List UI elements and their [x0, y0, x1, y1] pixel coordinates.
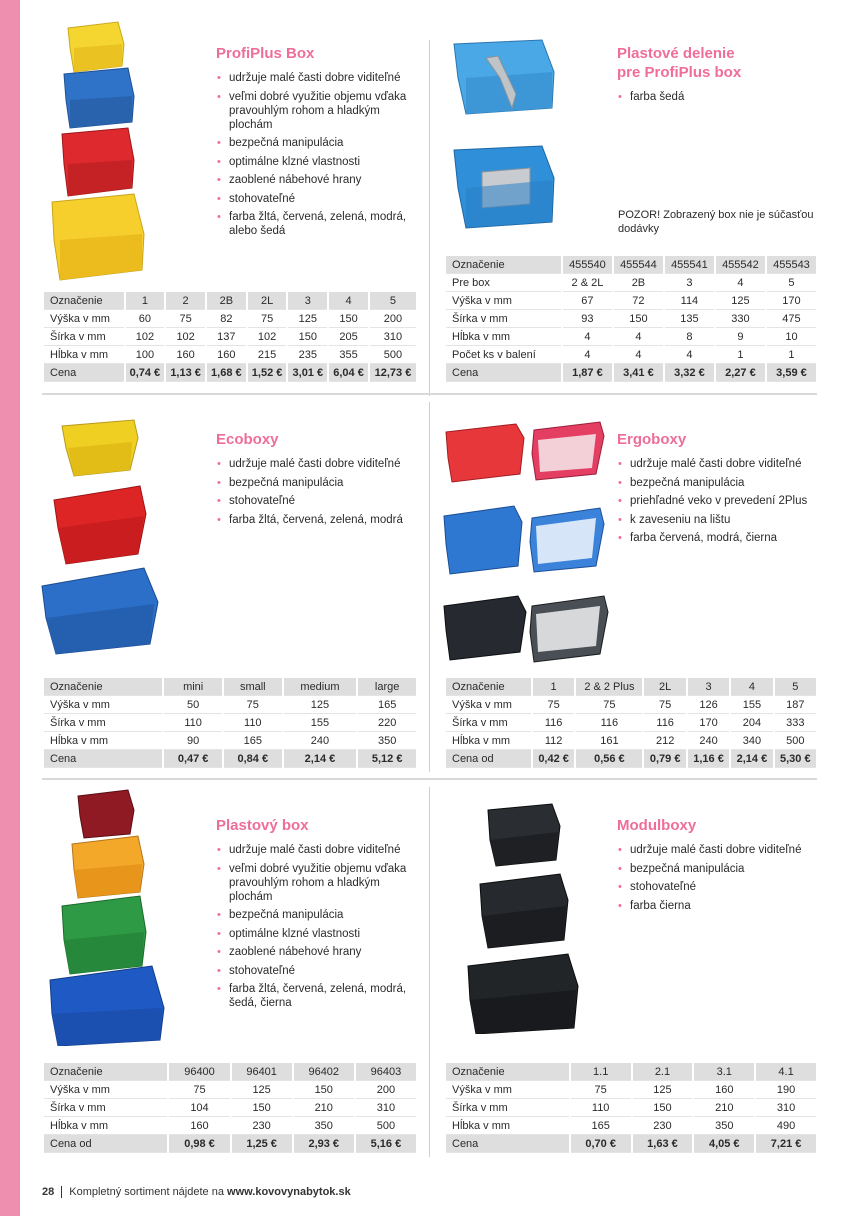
table-cell: 161	[576, 732, 642, 750]
row-label: Cena od	[446, 750, 531, 768]
table-row	[44, 292, 416, 310]
table-cell: 137	[207, 328, 246, 346]
table-cell: 475	[767, 310, 816, 328]
price-cell: 5,30 €	[775, 750, 816, 768]
product-title: Ecoboxy	[216, 431, 279, 448]
table-cell: 75	[169, 1081, 229, 1099]
feature-item: • veľmi dobré využitie objemu vďaka pravouhlým rohom a hladkým plochám	[216, 90, 416, 132]
page-number: 28	[42, 1186, 62, 1198]
table-cell: 170	[767, 292, 816, 310]
row-label: Označenie	[44, 292, 124, 310]
table-cell: 150	[633, 1099, 693, 1117]
price-cell: 3,41 €	[614, 364, 663, 382]
row-label: Hĺbka v mm	[44, 732, 162, 750]
table-cell: 90	[164, 732, 222, 750]
table-row	[44, 328, 416, 346]
feature-item: • bezpečná manipulácia	[216, 908, 416, 922]
feature-item: • priehľadné veko v prevedení 2Plus	[617, 494, 817, 508]
spec-table	[42, 678, 418, 768]
spec-table	[42, 1063, 418, 1153]
price-cell: 2,14 €	[284, 750, 357, 768]
row-label: Cena	[446, 364, 561, 382]
table-row	[446, 1099, 816, 1117]
column-divider	[429, 787, 430, 1157]
table-cell: 75	[248, 310, 287, 328]
table-row	[446, 292, 816, 310]
feature-list	[617, 457, 817, 550]
price-cell: 4,05 €	[694, 1135, 754, 1153]
row-label: Výška v mm	[446, 292, 561, 310]
price-cell: 6,04 €	[329, 364, 368, 382]
price-cell: 12,73 €	[370, 364, 416, 382]
table-cell: 150	[329, 310, 368, 328]
table-cell: 204	[731, 714, 772, 732]
price-cell: 3,01 €	[288, 364, 327, 382]
table-cell: 310	[756, 1099, 816, 1117]
table-cell: 350	[694, 1117, 754, 1135]
table-row	[44, 1099, 416, 1117]
table-cell: 355	[329, 346, 368, 364]
row-label: Hĺbka v mm	[44, 1117, 167, 1135]
feature-list	[216, 843, 416, 1015]
price-cell: 1,16 €	[688, 750, 729, 768]
table-cell: 4	[563, 346, 612, 364]
price-cell: 1,13 €	[166, 364, 205, 382]
feature-item: • veľmi dobré využitie objemu vďaka pravouhlým rohom a hladkým plochám	[216, 862, 416, 904]
table-cell: 125	[284, 696, 357, 714]
row-label: Výška v mm	[44, 696, 162, 714]
table-cell: 3	[665, 274, 714, 292]
table-cell: 340	[731, 732, 772, 750]
row-label: Výška v mm	[44, 310, 124, 328]
table-cell: 75	[576, 696, 642, 714]
table-row	[446, 346, 816, 364]
table-cell: 75	[644, 696, 685, 714]
feature-item: • farba žltá, červená, zelená, modrá, šedá, čierna	[216, 982, 416, 1010]
table-row	[446, 1063, 816, 1081]
price-cell: 1,63 €	[633, 1135, 693, 1153]
table-cell: 72	[614, 292, 663, 310]
row-label: Šírka v mm	[44, 328, 124, 346]
table-cell: 310	[370, 328, 416, 346]
table-cell: 212	[644, 732, 685, 750]
table-cell: 1	[716, 346, 765, 364]
table-cell: 165	[224, 732, 282, 750]
table-cell: 102	[126, 328, 165, 346]
price-cell: 2,93 €	[294, 1135, 354, 1153]
price-cell: 5,16 €	[356, 1135, 416, 1153]
table-cell: 4.1	[756, 1063, 816, 1081]
side-stripe	[0, 0, 20, 1216]
feature-item: • udržuje malé časti dobre viditeľné	[216, 843, 416, 857]
section-divider	[42, 778, 817, 780]
feature-item: • farba čierna	[617, 899, 817, 913]
feature-item: • udržuje malé časti dobre viditeľné	[216, 71, 416, 85]
table-cell: 102	[248, 328, 287, 346]
table-cell: medium	[284, 678, 357, 696]
table-row	[446, 678, 816, 696]
table-cell: 330	[716, 310, 765, 328]
table-cell: 8	[665, 328, 714, 346]
footer-text: Kompletný sortiment nájdete na	[69, 1186, 228, 1198]
table-cell: 310	[356, 1099, 416, 1117]
price-cell: 3,59 €	[767, 364, 816, 382]
table-row	[44, 1117, 416, 1135]
plastovy-box-image	[44, 788, 170, 1046]
product-title: Plastový box	[216, 817, 309, 834]
table-cell: 240	[284, 732, 357, 750]
table-cell: 150	[614, 310, 663, 328]
table-row	[44, 1135, 416, 1153]
table-cell: 2L	[248, 292, 287, 310]
profiplus-box-image	[44, 18, 156, 286]
table-cell: 2	[166, 292, 205, 310]
table-cell: 10	[767, 328, 816, 346]
divider-insert-image	[446, 38, 564, 240]
table-cell: 110	[164, 714, 222, 732]
feature-item: • zaoblené nábehové hrany	[216, 945, 416, 959]
feature-item: • farba šedá	[617, 90, 817, 104]
table-cell: 4	[563, 328, 612, 346]
feature-item: • stohovateľné	[617, 880, 817, 894]
table-row	[446, 256, 816, 274]
table-cell: 220	[358, 714, 416, 732]
price-cell: 0,42 €	[533, 750, 574, 768]
row-label: Šírka v mm	[44, 1099, 167, 1117]
table-cell: 1	[533, 678, 574, 696]
feature-item: • bezpečná manipulácia	[216, 136, 416, 150]
table-cell: mini	[164, 678, 222, 696]
row-label: Označenie	[44, 678, 162, 696]
table-cell: 75	[571, 1081, 631, 1099]
price-cell: 0,47 €	[164, 750, 222, 768]
table-cell: 102	[166, 328, 205, 346]
table-cell: 125	[288, 310, 327, 328]
spec-table	[444, 1063, 818, 1153]
table-cell: 170	[688, 714, 729, 732]
table-row	[446, 274, 816, 292]
feature-item: • udržuje malé časti dobre viditeľné	[216, 457, 416, 471]
row-label: Výška v mm	[446, 696, 531, 714]
table-row	[44, 714, 416, 732]
warning-note: POZOR! Zobrazený box nie je súčasťou dodávky	[618, 209, 814, 235]
table-cell: 235	[288, 346, 327, 364]
table-cell: 455540	[563, 256, 612, 274]
table-cell: 1	[126, 292, 165, 310]
table-cell: 455542	[716, 256, 765, 274]
table-cell: 150	[232, 1099, 292, 1117]
table-row	[446, 364, 816, 382]
table-cell: 116	[576, 714, 642, 732]
feature-item: • farba červená, modrá, čierna	[617, 531, 817, 545]
table-cell: 4	[614, 346, 663, 364]
table-cell: 4	[716, 274, 765, 292]
row-label: Cena	[44, 364, 124, 382]
row-label: Hĺbka v mm	[446, 328, 561, 346]
table-cell: 9	[716, 328, 765, 346]
table-row	[446, 750, 816, 768]
table-cell: 60	[126, 310, 165, 328]
spec-table	[42, 292, 418, 382]
feature-item: • udržuje malé časti dobre viditeľné	[617, 843, 817, 857]
price-cell: 0,84 €	[224, 750, 282, 768]
table-cell: 4	[665, 346, 714, 364]
table-cell: 150	[288, 328, 327, 346]
row-label: Šírka v mm	[446, 714, 531, 732]
row-label: Výška v mm	[44, 1081, 167, 1099]
table-cell: 160	[207, 346, 246, 364]
row-label: Pre box	[446, 274, 561, 292]
table-cell: 75	[166, 310, 205, 328]
table-row	[44, 1063, 416, 1081]
price-cell: 0,98 €	[169, 1135, 229, 1153]
table-cell: 82	[207, 310, 246, 328]
table-row	[446, 1135, 816, 1153]
table-cell: 125	[633, 1081, 693, 1099]
table-cell: 3	[688, 678, 729, 696]
row-label: Hĺbka v mm	[44, 346, 124, 364]
row-label: Výška v mm	[446, 1081, 569, 1099]
table-cell: 230	[232, 1117, 292, 1135]
table-cell: 165	[571, 1117, 631, 1135]
table-cell: 230	[633, 1117, 693, 1135]
table-cell: 4	[614, 328, 663, 346]
price-cell: 1,68 €	[207, 364, 246, 382]
table-row	[446, 732, 816, 750]
row-label: Cena	[446, 1135, 569, 1153]
ecoboxy-image	[40, 418, 162, 658]
table-cell: 96401	[232, 1063, 292, 1081]
row-label: Šírka v mm	[44, 714, 162, 732]
table-cell: 110	[224, 714, 282, 732]
row-label: Šírka v mm	[446, 310, 561, 328]
table-cell: 150	[294, 1081, 354, 1099]
spec-table	[444, 256, 818, 382]
product-title: Ergoboxy	[617, 431, 687, 448]
price-cell: 0,79 €	[644, 750, 685, 768]
product-title: ProfiPlus Box	[216, 45, 315, 62]
feature-item: • stohovateľné	[216, 192, 416, 206]
table-cell: 2 & 2 Plus	[576, 678, 642, 696]
table-cell: 333	[775, 714, 816, 732]
table-cell: 4	[731, 678, 772, 696]
price-cell: 1,25 €	[232, 1135, 292, 1153]
row-label: Hĺbka v mm	[446, 1117, 569, 1135]
table-cell: 5	[775, 678, 816, 696]
table-cell: 200	[356, 1081, 416, 1099]
section-divider	[42, 393, 817, 395]
row-label: Hĺbka v mm	[446, 732, 531, 750]
table-cell: 490	[756, 1117, 816, 1135]
table-cell: 112	[533, 732, 574, 750]
table-cell: 350	[358, 732, 416, 750]
price-cell: 7,21 €	[756, 1135, 816, 1153]
table-row	[44, 310, 416, 328]
table-cell: 160	[694, 1081, 754, 1099]
table-row	[44, 364, 416, 382]
table-cell: 205	[329, 328, 368, 346]
table-cell: 96403	[356, 1063, 416, 1081]
page-footer	[42, 1186, 351, 1198]
table-cell: large	[358, 678, 416, 696]
table-cell: 215	[248, 346, 287, 364]
table-cell: 160	[166, 346, 205, 364]
product-title: Plastové delenie pre ProfiPlus box	[617, 45, 742, 81]
table-cell: 160	[169, 1117, 229, 1135]
table-cell: 2B	[207, 292, 246, 310]
feature-item: • k zaveseniu na lištu	[617, 513, 817, 527]
table-cell: 135	[665, 310, 714, 328]
table-cell: 2.1	[633, 1063, 693, 1081]
table-cell: 2L	[644, 678, 685, 696]
table-cell: 75	[224, 696, 282, 714]
price-cell: 0,74 €	[126, 364, 165, 382]
table-cell: 240	[688, 732, 729, 750]
table-cell: 210	[694, 1099, 754, 1117]
modulboxy-image	[466, 800, 582, 1034]
table-cell: 3	[288, 292, 327, 310]
row-label: Označenie	[44, 1063, 167, 1081]
table-cell: 187	[775, 696, 816, 714]
table-cell: 500	[775, 732, 816, 750]
table-cell: 500	[356, 1117, 416, 1135]
table-row	[446, 328, 816, 346]
table-cell: 93	[563, 310, 612, 328]
feature-list	[216, 71, 416, 243]
table-cell: 67	[563, 292, 612, 310]
table-cell: 165	[358, 696, 416, 714]
feature-item: • optimálne klzné vlastnosti	[216, 927, 416, 941]
price-cell: 1,52 €	[248, 364, 287, 382]
table-cell: 50	[164, 696, 222, 714]
table-cell: 2B	[614, 274, 663, 292]
feature-item: • udržuje malé časti dobre viditeľné	[617, 457, 817, 471]
feature-item: • bezpečná manipulácia	[216, 476, 416, 490]
table-row	[44, 1081, 416, 1099]
table-cell: 75	[533, 696, 574, 714]
feature-item: • bezpečná manipulácia	[617, 476, 817, 490]
table-cell: 125	[716, 292, 765, 310]
row-label: Cena od	[44, 1135, 167, 1153]
table-cell: 2 & 2L	[563, 274, 612, 292]
table-row	[44, 696, 416, 714]
table-cell: 190	[756, 1081, 816, 1099]
feature-list	[617, 843, 817, 917]
column-divider	[429, 402, 430, 772]
table-cell: 3.1	[694, 1063, 754, 1081]
table-row	[44, 732, 416, 750]
feature-item: • optimálne klzné vlastnosti	[216, 155, 416, 169]
table-cell: 96400	[169, 1063, 229, 1081]
table-cell: 455544	[614, 256, 663, 274]
feature-item: • stohovateľné	[216, 494, 416, 508]
table-cell: 104	[169, 1099, 229, 1117]
table-row	[446, 1081, 816, 1099]
table-cell: 5	[370, 292, 416, 310]
table-cell: 500	[370, 346, 416, 364]
table-row	[446, 1117, 816, 1135]
table-cell: 5	[767, 274, 816, 292]
row-label: Šírka v mm	[446, 1099, 569, 1117]
table-cell: 96402	[294, 1063, 354, 1081]
row-label: Označenie	[446, 256, 561, 274]
feature-list	[216, 457, 416, 531]
table-cell: 455543	[767, 256, 816, 274]
table-cell: 114	[665, 292, 714, 310]
website-link[interactable]: www.kovovynabytok.sk	[227, 1186, 351, 1198]
table-cell: 126	[688, 696, 729, 714]
table-cell: 1	[767, 346, 816, 364]
table-cell: 155	[731, 696, 772, 714]
table-row	[446, 714, 816, 732]
table-cell: 116	[533, 714, 574, 732]
feature-list	[617, 90, 817, 109]
price-cell: 5,12 €	[358, 750, 416, 768]
feature-item: • stohovateľné	[216, 964, 416, 978]
table-cell: small	[224, 678, 282, 696]
row-label: Označenie	[446, 678, 531, 696]
spec-table	[444, 678, 818, 768]
price-cell: 2,14 €	[731, 750, 772, 768]
column-divider	[429, 40, 430, 396]
product-title: Modulboxy	[617, 817, 697, 834]
table-cell: 100	[126, 346, 165, 364]
feature-item: • zaoblené nábehové hrany	[216, 173, 416, 187]
row-label: Označenie	[446, 1063, 569, 1081]
table-cell: 210	[294, 1099, 354, 1117]
price-cell: 0,56 €	[576, 750, 642, 768]
price-cell: 1,87 €	[563, 364, 612, 382]
table-cell: 155	[284, 714, 357, 732]
ergoboxy-image	[440, 418, 610, 666]
price-cell: 3,32 €	[665, 364, 714, 382]
table-cell: 200	[370, 310, 416, 328]
table-cell: 4	[329, 292, 368, 310]
table-row	[446, 310, 816, 328]
feature-item: • farba žltá, červená, zelená, modrá	[216, 513, 416, 527]
price-cell: 2,27 €	[716, 364, 765, 382]
table-cell: 1.1	[571, 1063, 631, 1081]
feature-item: • bezpečná manipulácia	[617, 862, 817, 876]
table-row	[44, 750, 416, 768]
table-row	[44, 346, 416, 364]
table-cell: 125	[232, 1081, 292, 1099]
price-cell: 0,70 €	[571, 1135, 631, 1153]
table-cell: 350	[294, 1117, 354, 1135]
table-cell: 455541	[665, 256, 714, 274]
table-cell: 110	[571, 1099, 631, 1117]
feature-item: • farba žltá, červená, zelená, modrá, alebo šedá	[216, 210, 416, 238]
table-cell: 116	[644, 714, 685, 732]
table-row	[446, 696, 816, 714]
row-label: Cena	[44, 750, 162, 768]
table-row	[44, 678, 416, 696]
row-label: Počet ks v balení	[446, 346, 561, 364]
